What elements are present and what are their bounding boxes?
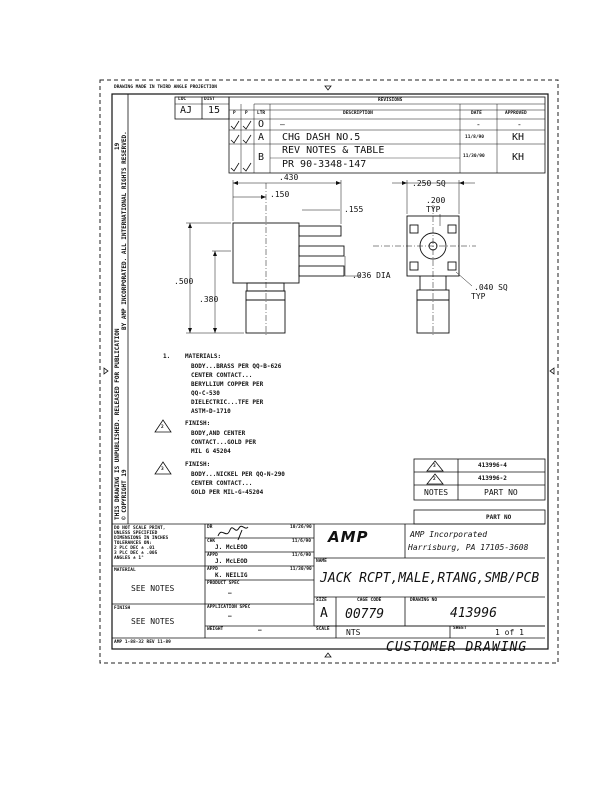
product-spec-value: — [228, 590, 232, 597]
note-3-flag: 3 [161, 467, 164, 472]
revisions-title: REVISIONS [378, 98, 403, 103]
chk-name: J. McLEOD [215, 544, 248, 551]
rev-row-2-ltr: A [258, 132, 265, 143]
projection-note: DRAWING MADE IN THIRD ANGLE PROJECTION [114, 85, 217, 90]
product-spec-label: PRODUCT SPEC [207, 581, 240, 586]
chk-label: CHK [207, 539, 216, 544]
sheet-value: 1 of 1 [495, 628, 524, 637]
note-2-flag: 2 [161, 425, 164, 430]
rev-row-3-desc: REV NOTES & TABLE [282, 145, 385, 156]
company-address: Harrisburg, PA 17105-3608 [408, 543, 529, 552]
note-3-line: BODY...NICKEL PER QQ-N-290 [191, 471, 285, 478]
dr-date: 10/26/90 [290, 525, 312, 530]
size-value: A [320, 606, 328, 621]
dim-036-dia: .036 DIA [352, 271, 391, 280]
dim-040-typ: TYP [471, 292, 486, 301]
scale-value: NTS [346, 628, 361, 637]
note-1-line: BERYLLIUM COPPER PER [191, 381, 264, 388]
appd2-name: K. NEILIG [215, 572, 248, 579]
note-2-line: MIL G 45204 [191, 448, 231, 455]
dr-label: DR [207, 525, 213, 530]
part-no-label: PART NO [486, 514, 512, 521]
year-vertical: 19 [114, 142, 121, 150]
rev-header-date: DATE [471, 111, 482, 116]
appd-name: J. McLEOD [215, 558, 248, 565]
rev-row-0-approved: - [517, 120, 522, 129]
rev-header-description: DESCRIPTION [343, 111, 373, 116]
rev-row-0-desc: — [280, 120, 285, 129]
amp-logo: AMP [328, 528, 369, 546]
rev-row-3-date: 11/30/90 [463, 154, 485, 159]
part-row-0-flag: 3 [433, 464, 436, 469]
rev-header-ltr: LTR [257, 111, 266, 116]
rev-row-3-ltr: B [258, 152, 265, 163]
drawing-number: 413996 [450, 606, 497, 621]
rev-header-approved: APPROVED [505, 111, 527, 116]
rev-row-1-ltr: O [258, 119, 265, 130]
dist-label: DIST [204, 97, 215, 102]
note-2-line: BODY,AND CENTER [191, 430, 246, 437]
weight-label: WEIGHT [207, 627, 224, 632]
material-value: SEE NOTES [131, 584, 175, 593]
note-1-number: 1. [163, 353, 171, 360]
dim-200: .200 [426, 196, 446, 205]
app-spec-label: APPLICATION SPEC [207, 605, 251, 610]
note-2-title: FINISH: [185, 420, 211, 427]
name-label: NAME [316, 559, 327, 564]
form-number: AMP 1-88-32 REV 11-89 [114, 640, 171, 645]
appd-label: APPD [207, 553, 218, 558]
rev-row-2-approved: KH [512, 132, 525, 143]
dim-040-sq: .040 SQ [474, 283, 508, 292]
appd2-label: APPD [207, 567, 218, 572]
note-3-title: FINISH: [185, 461, 211, 468]
size-label: SIZE [316, 598, 327, 603]
note-3-line: GOLD PER MIL-G-45204 [191, 489, 264, 496]
part-name: JACK RCPT,MALE,RTANG,SMB/PCB [320, 571, 540, 586]
note-1-title: MATERIALS: [185, 353, 222, 360]
rev-row-2-desc: CHG DASH NO.5 [282, 132, 361, 143]
note-3-line: CENTER CONTACT... [191, 480, 253, 487]
release-note-vertical: THIS DRAWING IS UNPUBLISHED. RELEASED FOR PUBLICATION [114, 328, 121, 520]
rights-vertical: BY AMP INCORPORATED. ALL INTERNATIONAL RIGHTS RESERVED. [121, 131, 128, 330]
notes-header: NOTES [424, 488, 449, 497]
sheet-label: SHEET [453, 626, 467, 631]
loc-label: LOC [178, 97, 187, 102]
p-col-1: P [233, 111, 236, 116]
dim-200-typ: TYP [426, 205, 441, 214]
dim-380: .380 [199, 295, 219, 304]
part-row-0-number: 413996-4 [478, 462, 507, 469]
note-1-line: ASTM-D-1710 [191, 408, 231, 415]
copyright-vertical: © COPYRIGHT 19 [121, 469, 128, 520]
appd2-date: 11/30/90 [290, 567, 312, 572]
dim-250-sq: .250 SQ [412, 179, 446, 188]
material-label: MATERIAL [114, 568, 136, 573]
drawing-number-label: DRAWING NO [410, 598, 438, 603]
scale-label: SCALE [316, 627, 330, 632]
note-1-line: DIELECTRIC...TFE PER [191, 399, 264, 406]
cage-code-label: CAGE CODE [357, 598, 382, 603]
note-2-line: CONTACT...GOLD PER [191, 439, 257, 446]
part-no-header: PART NO [484, 488, 518, 497]
finish-label: FINISH [114, 606, 131, 611]
loc-value: AJ [180, 105, 193, 116]
weight-value: — [258, 627, 262, 634]
part-row-1-flag: 2 [433, 477, 436, 482]
dim-500: .500 [174, 277, 194, 286]
dim-155: .155 [344, 205, 364, 214]
dim-430: .430 [279, 173, 299, 182]
rev-row-0-date: - [476, 120, 481, 129]
rev-row-3-desc2: PR 90-3348-147 [282, 159, 367, 170]
app-spec-value: — [228, 613, 232, 620]
cage-code-value: 00779 [345, 607, 385, 622]
finish-value: SEE NOTES [131, 617, 175, 626]
part-row-1-number: 413996-2 [478, 475, 507, 482]
rev-row-3-approved: KH [512, 152, 525, 163]
rev-row-2-date: 11/8/90 [465, 135, 484, 140]
note-1-line: QQ-C-530 [191, 390, 220, 397]
appd-date: 11/6/90 [292, 553, 311, 558]
p-col-2: P [245, 111, 248, 116]
customer-drawing-label: CUSTOMER DRAWING [386, 640, 528, 655]
note-1-line: BODY...BRASS PER QQ-B-626 [191, 363, 282, 370]
note-1-line: CENTER CONTACT... [191, 372, 253, 379]
dist-value: 15 [208, 105, 221, 116]
dim-150: .150 [270, 190, 290, 199]
company-name: AMP Incorporated [410, 530, 488, 539]
chk-date: 11/6/90 [292, 539, 311, 544]
